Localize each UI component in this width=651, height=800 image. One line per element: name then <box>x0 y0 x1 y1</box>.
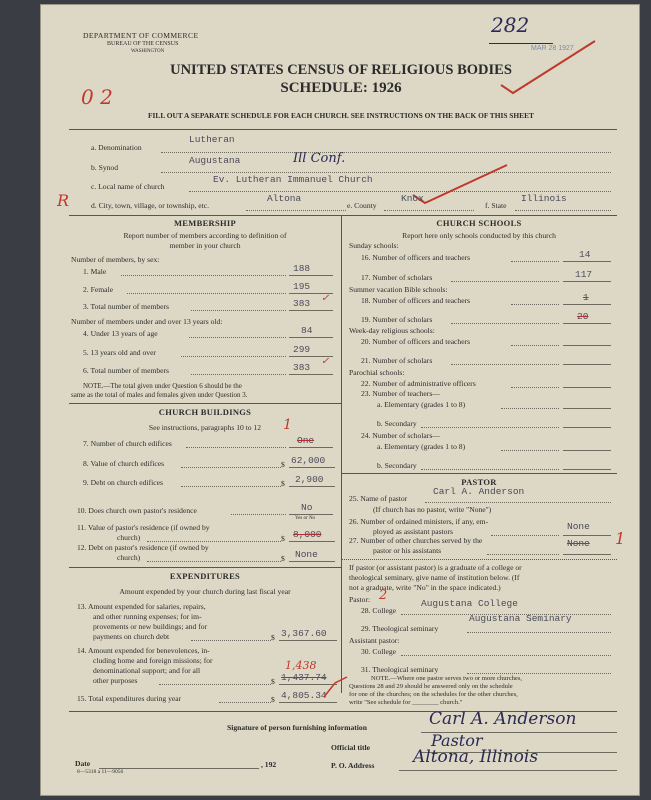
q10-box <box>289 514 333 515</box>
q11-line <box>147 541 281 542</box>
q12-box <box>289 561 335 562</box>
q18-label: 18. Number of officers and teachers <box>361 296 471 305</box>
q8-box <box>289 467 335 468</box>
q7-box <box>289 447 333 448</box>
q25-value: Carl A. Anderson <box>433 486 525 497</box>
q24a-box <box>563 450 611 451</box>
q26-label-b: ployed as assistant pastors <box>373 527 453 536</box>
q3-box <box>289 310 333 311</box>
q21-line <box>451 364 559 365</box>
q8-line <box>181 467 281 468</box>
fields-rule <box>69 215 617 216</box>
membership-note-2: same as the total of males and females given under Question 3. <box>71 391 248 399</box>
q22-line <box>511 387 559 388</box>
city-label: d. City, town, village, or township, etc. <box>91 201 210 210</box>
q13-label-d: payments on church debt <box>93 632 170 641</box>
pastor-note-1: NOTE.—Where one pastor serves two or more churches, <box>371 675 523 682</box>
asst-pastor-label: Assistant pastor: <box>349 636 400 645</box>
q16-value: 14 <box>579 249 591 260</box>
bureau-name: BUREAU OF THE CENSUS <box>107 41 179 47</box>
pastor-title: PASTOR <box>461 477 497 487</box>
pastor-inst-2: theological seminary, give name of institution below. (If <box>349 573 520 582</box>
q4-line <box>189 337 286 338</box>
q17-label: 17. Number of scholars <box>361 273 433 282</box>
q11-label-b: church) <box>117 533 141 542</box>
q3-label: 3. Total number of members <box>83 302 170 311</box>
r-mark: R <box>57 191 70 210</box>
q9-label: 9. Debt on church edifices <box>83 478 163 487</box>
q3-check-icon: ✓ <box>321 293 330 304</box>
dept-name: DEPARTMENT OF COMMERCE <box>83 31 199 40</box>
address-line <box>399 770 617 771</box>
q19-line <box>451 323 559 324</box>
county-value: Knox <box>401 193 424 204</box>
hand-number: 282 <box>491 13 530 37</box>
q15-line <box>219 702 271 703</box>
pastor-note-2: Questions 28 and 29 should be answered only on the schedule <box>349 683 513 690</box>
pastor-sub-label: Pastor: <box>349 595 371 604</box>
q2-label: 2. Female <box>83 285 113 294</box>
q2-value: 195 <box>293 281 311 292</box>
q6-line <box>191 374 286 375</box>
q30-label: 30. College <box>361 647 397 656</box>
q18-value: 1 <box>583 292 589 303</box>
sunday-label: Sunday schools: <box>349 241 399 250</box>
q25-label: 25. Name of pastor <box>349 494 408 503</box>
q9-box <box>289 486 335 487</box>
synod-line <box>161 172 611 173</box>
pastor-note-4: write "See schedule for ________ church." <box>349 699 463 706</box>
column-divider <box>341 215 342 693</box>
q12-label-a: 12. Debt on pastor's residence (if owned by <box>77 543 209 552</box>
official-title-label: Official title <box>331 743 371 752</box>
q15-label: 15. Total expenditures during year <box>77 694 182 703</box>
q24a-line <box>501 450 559 451</box>
membership-title: MEMBERSHIP <box>173 218 237 228</box>
q6-value: 383 <box>293 362 311 373</box>
received-stamp: MAR 28 1927 <box>531 45 574 52</box>
address-label: P. O. Address <box>331 761 375 770</box>
q20-label: 20. Number of officers and teachers <box>361 337 471 346</box>
q10-line <box>231 514 286 515</box>
q22-box <box>563 387 611 388</box>
q8-label: 8. Value of church edifices <box>83 459 165 468</box>
q14-dollar: $ <box>271 677 275 686</box>
q5-label: 5. 13 years old and over <box>83 348 156 357</box>
q26-label-a: 26. Number of ordained ministers, if any, em- <box>349 517 489 526</box>
q31-line <box>467 673 611 674</box>
membership-intro-1: Report number of members according to definition of <box>123 231 287 240</box>
q25-note: (If church has no pastor, write "None") <box>373 505 492 514</box>
q14-line <box>159 684 271 685</box>
membership-note-1: NOTE.—The total given under Question 6 should be the <box>83 382 242 390</box>
form-code: 8—5318 a 11—9056 <box>77 769 124 775</box>
q15-dollar: $ <box>271 695 275 704</box>
q14-label-c: denominational support; and for all <box>93 666 201 675</box>
q23b-box <box>563 427 611 428</box>
pastor-hand-note: 2 <box>379 588 388 603</box>
buildings-rule <box>69 403 341 404</box>
synod-label: b. Synod <box>91 163 119 172</box>
city-line <box>246 210 346 211</box>
state-value: Illinois <box>521 193 567 204</box>
schools-intro: Report here only schools conducted by this church <box>402 231 556 240</box>
buildings-intro: See instructions, paragraphs 10 to 12 <box>148 423 262 432</box>
q24b-box <box>563 469 611 470</box>
q26-box <box>563 535 611 536</box>
q29-label: 29. Theological seminary <box>361 624 439 633</box>
q7-value: One <box>297 435 315 446</box>
q12-value: None <box>295 549 318 560</box>
q29-value: Augustana Seminary <box>469 613 572 624</box>
q18-box <box>563 304 611 305</box>
q15-value: 4,805.34 <box>281 690 327 701</box>
q10-value: No <box>301 502 313 513</box>
q24b-label: b. Secondary <box>377 461 417 470</box>
q21-label: 21. Number of scholars <box>361 356 433 365</box>
q30-line <box>401 655 611 656</box>
q16-box <box>563 261 611 262</box>
q13-dollar: $ <box>271 633 275 642</box>
q4-value: 84 <box>301 325 313 336</box>
q13-value: 3,367.60 <box>281 628 327 639</box>
q7-line <box>186 447 286 448</box>
q9-dollar: $ <box>281 479 285 488</box>
q13-label-a: 13. Amount expended for salaries, repairs, <box>77 602 206 611</box>
q28-label: 28. College <box>361 606 397 615</box>
q17-value: 117 <box>575 269 593 280</box>
q13-label-c: provements or new buildings; and for <box>93 622 208 631</box>
buildings-title: CHURCH BUILDINGS <box>158 407 252 417</box>
q21-box <box>563 364 611 365</box>
q2-line <box>127 293 286 294</box>
q24b-line <box>421 469 559 470</box>
age-head-label: Number of members under and over 13 years old: <box>71 317 223 326</box>
q8-value: 62,000 <box>291 455 326 466</box>
q28-value: Augustana College <box>421 598 518 609</box>
synod-hand-note: Ill Conf. <box>293 151 346 166</box>
date-year: , 192 <box>261 760 277 769</box>
q14-value: 1,437.74 <box>281 672 327 683</box>
q29-line <box>467 632 611 633</box>
red-bracket-mark <box>321 673 351 699</box>
synod-value: Augustana <box>189 155 241 166</box>
q14-label-b: cluding home and foreign missions; for <box>93 656 213 665</box>
q26-line <box>491 535 559 536</box>
by-sex-label: Number of members, by sex: <box>71 255 160 264</box>
city-name: WASHINGTON <box>131 49 165 54</box>
yes-no-caption: Yes or No <box>295 516 316 521</box>
q9-line <box>181 486 281 487</box>
q24-label: 24. Number of scholars— <box>361 431 440 440</box>
date-label: Date <box>75 759 91 768</box>
denomination-value: Lutheran <box>189 134 235 145</box>
form-title: UNITED STATES CENSUS OF RELIGIOUS BODIES <box>170 62 512 78</box>
hand-02: 0 2 <box>81 85 113 109</box>
red-check-mark <box>499 37 599 97</box>
q3-value: 383 <box>293 298 311 309</box>
q23b-label: b. Secondary <box>377 419 417 428</box>
denomination-label: a. Denomination <box>91 143 142 152</box>
q22-label: 22. Number of administrative officers <box>361 379 476 388</box>
pastor-inst-1: If pastor (or assistant pastor) is a graduate of a college or <box>349 563 522 572</box>
pastor-rule <box>341 473 617 474</box>
church-name-line <box>189 191 611 192</box>
church-name-label: c. Local name of church <box>91 182 165 191</box>
q5-value: 299 <box>293 344 311 355</box>
pastor-inst-3: not a graduate, write "No" in the space indicated.) <box>349 583 501 592</box>
q11-box <box>289 541 335 542</box>
q9-value: 2,900 <box>295 474 324 485</box>
q1-line <box>121 275 286 276</box>
pastor-note-3: for one of the churches; on the schedules for the other churches, <box>349 691 518 698</box>
q25-line <box>425 502 611 503</box>
weekday-label: Week-day religious schools: <box>349 326 435 335</box>
q24a-label: a. Elementary (grades 1 to 8) <box>377 442 466 451</box>
q27-box <box>563 554 611 555</box>
q26-value: None <box>567 521 590 532</box>
q20-line <box>511 345 559 346</box>
q13-line <box>191 640 271 641</box>
q27-hand-note: 1 <box>615 529 626 548</box>
q1-value: 188 <box>293 263 311 274</box>
parochial-label: Parochial schools: <box>349 368 405 377</box>
signature-value: Carl A. Anderson <box>429 709 577 729</box>
expenditures-intro: Amount expended by your church during last fiscal year <box>119 587 291 596</box>
q4-label: 4. Under 13 years of age <box>83 329 158 338</box>
q1-box <box>289 275 333 276</box>
state-label: f. State <box>485 201 507 210</box>
header-rule <box>69 129 617 130</box>
pastor-inner-rule <box>341 559 617 560</box>
expenditures-rule <box>69 567 341 568</box>
expenditures-title: EXPENDITURES <box>169 571 241 581</box>
q14-label-a: 14. Amount expended for benevolences, in- <box>77 646 210 655</box>
q6-check-icon: ✓ <box>321 356 330 367</box>
q13-label-b: and other running expenses; for im- <box>93 612 202 621</box>
q19-label: 19. Number of scholars <box>361 315 433 324</box>
q23a-line <box>501 408 559 409</box>
q6-label: 6. Total number of members <box>83 366 170 375</box>
address-value: Altona, Illinois <box>413 747 539 767</box>
city-value: Altona <box>267 193 302 204</box>
q23a-box <box>563 408 611 409</box>
q11-value: 8,000 <box>293 529 322 540</box>
church-name-value: Ev. Lutheran Immanuel Church <box>213 174 373 185</box>
q23b-line <box>421 427 559 428</box>
q1-label: 1. Male <box>83 267 107 276</box>
q16-label: 16. Number of officers and teachers <box>361 253 471 262</box>
q5-line <box>181 356 286 357</box>
q13-box <box>279 640 337 641</box>
county-label: e. County <box>347 201 377 210</box>
schools-title: CHURCH SCHOOLS <box>436 218 522 228</box>
q27-line <box>487 554 559 555</box>
summer-label: Summer vacation Bible schools: <box>349 285 448 294</box>
q31-label: 31. Theological seminary <box>361 665 439 674</box>
q14-label-d: other purposes <box>93 676 138 685</box>
q27-value: None <box>567 538 590 549</box>
q23a-label: a. Elementary (grades 1 to 8) <box>377 400 466 409</box>
q12-label-b: church) <box>117 553 141 562</box>
q10-label: 10. Does church own pastor's residence <box>77 506 197 515</box>
q17-box <box>563 281 611 282</box>
schedule-title: SCHEDULE: 1926 <box>280 80 402 96</box>
q19-value: 20 <box>577 311 589 322</box>
q15-box <box>279 702 337 703</box>
instruction-line: FILL OUT A SEPARATE SCHEDULE FOR EACH CHURCH. SEE INSTRUCTIONS ON THE BACK OF THIS SHEET <box>148 111 534 120</box>
q27-label-b: pastor or his assistants <box>373 546 442 555</box>
q4-box <box>289 337 333 338</box>
q11-dollar: $ <box>281 534 285 543</box>
q8-dollar: $ <box>281 460 285 469</box>
county-line <box>384 210 474 211</box>
q12-line <box>147 561 281 562</box>
q18-line <box>511 304 559 305</box>
q16-line <box>511 261 559 262</box>
denomination-line <box>161 152 611 153</box>
state-line <box>515 210 611 211</box>
q23-label: 23. Number of teachers— <box>361 389 440 398</box>
q19-box <box>563 323 611 324</box>
q11-label-a: 11. Value of pastor's residence (if owned by <box>77 523 210 532</box>
q20-box <box>563 345 611 346</box>
q27-label-a: 27. Number of other churches served by the <box>349 536 483 545</box>
q17-line <box>451 281 559 282</box>
q14-hand-note: 1,438 <box>285 659 317 672</box>
membership-intro-2: member in your church <box>169 241 241 250</box>
official-title-value: Pastor <box>431 731 483 750</box>
q12-dollar: $ <box>281 554 285 563</box>
q7-hand-note: 1 <box>283 417 292 433</box>
census-schedule-page <box>40 4 640 796</box>
q3-line <box>191 310 286 311</box>
q6-box <box>289 374 333 375</box>
signature-label: Signature of person furnishing information <box>227 723 367 732</box>
q7-label: 7. Number of church edifices <box>83 439 172 448</box>
